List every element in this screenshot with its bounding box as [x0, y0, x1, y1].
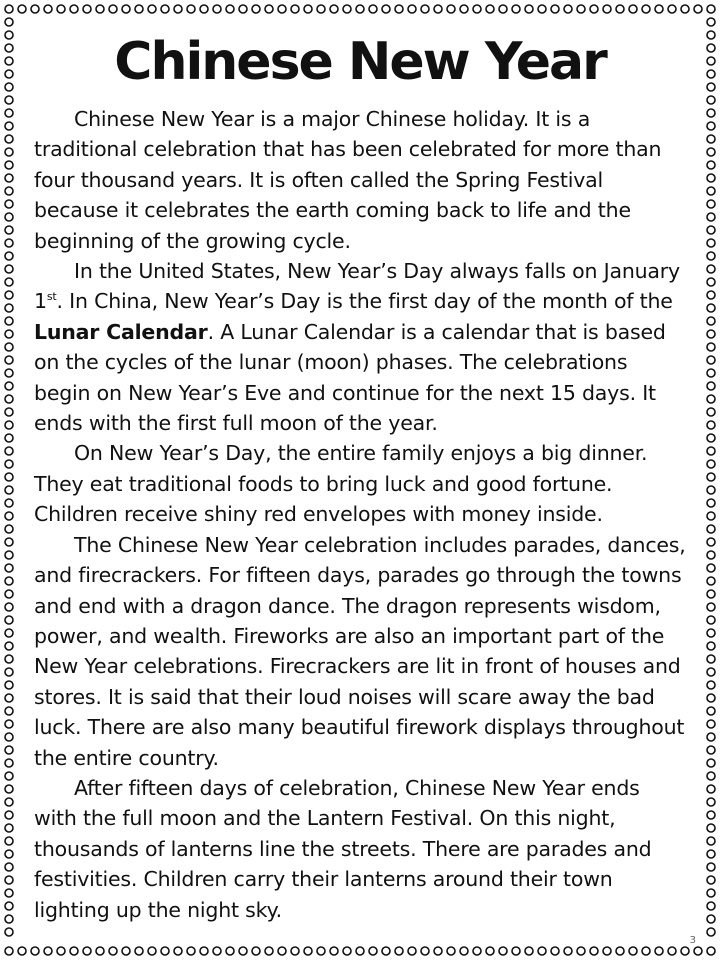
border-loop: [161, 5, 169, 13]
border-loop: [226, 947, 234, 955]
border-loop: [343, 947, 351, 955]
border-loop: [707, 148, 715, 156]
border-loop: [707, 759, 715, 767]
border-loop: [694, 5, 702, 13]
border-loop: [707, 343, 715, 351]
border-loop: [5, 525, 13, 533]
border-loop: [707, 889, 715, 897]
border-loop: [564, 5, 572, 13]
border-loop: [473, 5, 481, 13]
border-loop: [31, 947, 39, 955]
border-loop: [5, 239, 13, 247]
border-loop: [707, 421, 715, 429]
border-loop: [434, 5, 442, 13]
border-loop: [5, 473, 13, 481]
border-loop: [5, 356, 13, 364]
border-loop: [18, 947, 26, 955]
paragraph-text: . A Lunar Calendar is a calendar that is based on the cycles of the lunar (moon) phases. The celebrations begin on New Year’s Eve and continue for the next 15 days. It ends with the first full moon of the year.: [34, 319, 666, 436]
border-loop: [707, 512, 715, 520]
border-loop: [707, 681, 715, 689]
border-loop: [5, 928, 13, 936]
border-loop: [5, 5, 13, 13]
border-loop: [83, 947, 91, 955]
border-loop: [499, 5, 507, 13]
border-loop: [5, 369, 13, 377]
border-loop: [707, 369, 715, 377]
border-loop: [707, 902, 715, 910]
border-loop: [5, 265, 13, 273]
border-loop: [707, 746, 715, 754]
border-loop: [707, 18, 715, 26]
border-loop: [5, 681, 13, 689]
border-loop: [707, 707, 715, 715]
border-loop: [5, 200, 13, 208]
border-loop: [5, 772, 13, 780]
border-loop: [5, 837, 13, 845]
border-loop: [343, 5, 351, 13]
border-loop: [356, 947, 364, 955]
border-loop: [70, 947, 78, 955]
border-loop: [5, 512, 13, 520]
border-loop: [5, 408, 13, 416]
border-loop: [200, 947, 208, 955]
border-loop: [5, 421, 13, 429]
border-loop: [5, 330, 13, 338]
border-loop: [252, 947, 260, 955]
border-loop: [707, 460, 715, 468]
border-loop: [603, 947, 611, 955]
border-loop: [707, 408, 715, 416]
border-loop: [5, 44, 13, 52]
border-loop: [707, 265, 715, 273]
border-loop: [590, 947, 598, 955]
border-loop: [707, 135, 715, 143]
border-loop: [486, 5, 494, 13]
border-loop: [460, 5, 468, 13]
border-loop: [5, 304, 13, 312]
page-title: Chinese New Year: [114, 32, 606, 92]
border-loop: [239, 5, 247, 13]
border-loop: [707, 772, 715, 780]
border-loop: [382, 947, 390, 955]
border-loop: [369, 5, 377, 13]
border-loop: [707, 395, 715, 403]
border-loop: [31, 5, 39, 13]
border-loop: [356, 5, 364, 13]
border-loop: [5, 395, 13, 403]
border-loop: [707, 837, 715, 845]
border-loop: [707, 668, 715, 676]
border-loop: [5, 213, 13, 221]
document-page: [34, 22, 686, 934]
border-loop: [5, 811, 13, 819]
border-loop: [707, 564, 715, 572]
border-loop: [174, 5, 182, 13]
border-loop: [707, 213, 715, 221]
border-loop: [5, 551, 13, 559]
border-loop: [161, 947, 169, 955]
border-loop: [200, 5, 208, 13]
border-loop: [707, 577, 715, 585]
border-loop: [5, 486, 13, 494]
border-loop: [408, 5, 416, 13]
border-loop: [226, 5, 234, 13]
border-loop: [122, 947, 130, 955]
border-loop: [603, 5, 611, 13]
border-loop: [707, 57, 715, 65]
border-loop: [590, 5, 598, 13]
border-loop: [707, 252, 715, 260]
border-loop: [707, 330, 715, 338]
border-loop: [707, 655, 715, 663]
border-loop: [707, 590, 715, 598]
border-loop: [5, 148, 13, 156]
border-loop: [5, 57, 13, 65]
vocabulary-term: Lunar Calendar: [34, 319, 208, 344]
border-loop: [707, 616, 715, 624]
border-loop: [707, 694, 715, 702]
border-loop: [5, 174, 13, 182]
border-loop: [5, 343, 13, 351]
border-loop: [707, 447, 715, 455]
border-loop: [5, 824, 13, 832]
border-loop: [551, 947, 559, 955]
border-loop: [616, 947, 624, 955]
border-loop: [148, 947, 156, 955]
border-loop: [5, 460, 13, 468]
border-loop: [5, 733, 13, 741]
border-loop: [538, 947, 546, 955]
border-loop: [109, 5, 117, 13]
border-loop: [707, 863, 715, 871]
border-loop: [57, 5, 65, 13]
border-loop: [681, 5, 689, 13]
border-loop: [5, 278, 13, 286]
border-loop: [5, 889, 13, 897]
border-loop: [681, 947, 689, 955]
border-loop: [668, 5, 676, 13]
border-loop: [707, 798, 715, 806]
border-loop: [707, 174, 715, 182]
border-loop: [694, 947, 702, 955]
border-loop: [538, 5, 546, 13]
border-loop: [707, 278, 715, 286]
border-loop: [707, 850, 715, 858]
border-loop: [525, 947, 533, 955]
border-loop: [5, 109, 13, 117]
border-loop: [5, 616, 13, 624]
border-loop: [434, 947, 442, 955]
border-loop: [5, 629, 13, 637]
border-loop: [577, 947, 585, 955]
border-loop: [668, 947, 676, 955]
border-loop: [213, 947, 221, 955]
border-loop: [213, 5, 221, 13]
border-loop: [18, 5, 26, 13]
border-loop: [707, 785, 715, 793]
border-loop: [642, 947, 650, 955]
border-loop: [5, 18, 13, 26]
border-loop: [5, 122, 13, 130]
border-loop: [122, 5, 130, 13]
border-loop: [291, 5, 299, 13]
border-loop: [629, 947, 637, 955]
border-loop: [109, 947, 117, 955]
border-loop: [707, 317, 715, 325]
border-loop: [5, 538, 13, 546]
border-loop: [317, 5, 325, 13]
paragraph-parades: The Chinese New Year celebration includes parades, dances, and firecrackers. For fifteen days, parades go through the towns and end with a dragon dance. The dragon represents wisdom, power, and wealth. Fireworks are also an important part of the New Year celebrations. Firecrackers are lit in front of houses and stores. It is said that their loud noises will scare away the bad luck. There are also many beautiful firework displays throughout the entire country.: [34, 532, 686, 770]
border-loop: [707, 733, 715, 741]
border-loop: [707, 96, 715, 104]
border-loop: [291, 947, 299, 955]
border-loop: [369, 947, 377, 955]
border-loop: [5, 434, 13, 442]
border-loop: [44, 5, 52, 13]
border-loop: [265, 947, 273, 955]
border-loop: [707, 551, 715, 559]
border-loop: [707, 109, 715, 117]
border-loop: [707, 629, 715, 637]
border-loop: [135, 947, 143, 955]
border-loop: [5, 577, 13, 585]
border-loop: [486, 947, 494, 955]
border-loop: [707, 382, 715, 390]
border-loop: [395, 947, 403, 955]
border-loop: [655, 947, 663, 955]
border-loop: [174, 947, 182, 955]
border-loop: [551, 5, 559, 13]
border-loop: [5, 83, 13, 91]
border-loop: [70, 5, 78, 13]
border-loop: [5, 655, 13, 663]
border-loop: [5, 707, 13, 715]
border-loop: [5, 564, 13, 572]
border-loop: [187, 947, 195, 955]
border-loop: [447, 5, 455, 13]
border-loop: [473, 947, 481, 955]
paragraph-lantern-festival: After fifteen days of celebration, Chinese New Year ends with the full moon and the Lantern Festival. On this night, thousands of lanterns line the streets. There are parades and festivities. Children carry their lanterns around their town lighting up the night sky.: [34, 775, 652, 922]
border-loop: [512, 947, 520, 955]
border-loop: [655, 5, 663, 13]
border-loop: [707, 187, 715, 195]
border-loop: [707, 947, 715, 955]
paragraph-text: In the United States, New Year’s Day always falls on January 1: [34, 259, 680, 314]
border-loop: [707, 525, 715, 533]
border-loop: [499, 947, 507, 955]
border-loop: [187, 5, 195, 13]
border-loop: [707, 876, 715, 884]
border-loop: [5, 447, 13, 455]
border-loop: [707, 83, 715, 91]
border-loop: [707, 811, 715, 819]
border-loop: [96, 5, 104, 13]
border-loop: [5, 863, 13, 871]
border-loop: [629, 5, 637, 13]
border-loop: [44, 947, 52, 955]
border-loop: [5, 850, 13, 858]
border-loop: [382, 5, 390, 13]
border-loop: [421, 5, 429, 13]
paragraph-text: . In China, New Year’s Day is the first day of the month of the: [56, 289, 673, 314]
border-loop: [707, 603, 715, 611]
page-number: 3: [689, 935, 696, 946]
border-loop: [5, 291, 13, 299]
border-loop: [525, 5, 533, 13]
border-loop: [239, 947, 247, 955]
border-loop: [5, 746, 13, 754]
border-loop: [5, 785, 13, 793]
border-loop: [5, 603, 13, 611]
border-loop: [5, 499, 13, 507]
border-loop: [395, 5, 403, 13]
border-loop: [707, 291, 715, 299]
border-loop: [707, 161, 715, 169]
border-loop: [707, 915, 715, 923]
border-loop: [577, 5, 585, 13]
border-loop: [707, 226, 715, 234]
border-loop: [57, 947, 65, 955]
border-loop: [5, 947, 13, 955]
border-loop: [707, 5, 715, 13]
border-loop: [5, 720, 13, 728]
border-loop: [5, 902, 13, 910]
border-loop: [317, 947, 325, 955]
border-loop: [304, 947, 312, 955]
border-loop: [5, 876, 13, 884]
border-loop: [5, 252, 13, 260]
border-loop: [148, 5, 156, 13]
border-loop: [707, 538, 715, 546]
border-loop: [707, 200, 715, 208]
border-loop: [616, 5, 624, 13]
border-loop: [5, 135, 13, 143]
border-loop: [707, 304, 715, 312]
border-loop: [707, 473, 715, 481]
ordinal-suffix: st: [46, 290, 57, 304]
border-loop: [5, 70, 13, 78]
border-loop: [512, 5, 520, 13]
border-loop: [5, 187, 13, 195]
border-loop: [5, 759, 13, 767]
border-loop: [5, 668, 13, 676]
border-loop: [707, 356, 715, 364]
border-loop: [5, 915, 13, 923]
border-loop: [707, 44, 715, 52]
border-loop: [460, 947, 468, 955]
border-loop: [278, 5, 286, 13]
border-loop: [5, 161, 13, 169]
border-loop: [96, 947, 104, 955]
border-loop: [5, 382, 13, 390]
border-loop: [135, 5, 143, 13]
border-loop: [707, 122, 715, 130]
border-loop: [642, 5, 650, 13]
paragraph-lunar-calendar: [34, 256, 686, 438]
paragraph-intro: Chinese New Year is a major Chinese holiday. It is a traditional celebration that has been celebrated for more than four thousand years. It is often called the Spring Festival because it celebrates the earth coming back to life and the beginning of the growing cycle.: [34, 107, 662, 253]
border-loop: [5, 642, 13, 650]
border-loop: [408, 947, 416, 955]
border-loop: [564, 947, 572, 955]
border-loop: [707, 720, 715, 728]
border-loop: [707, 239, 715, 247]
border-loop: [707, 824, 715, 832]
border-loop: [707, 486, 715, 494]
border-loop: [707, 31, 715, 39]
paragraph-family-dinner: On New Year’s Day, the entire family enjoys a big dinner. They eat traditional foods to bring luck and good fortune. Children receive shiny red envelopes with money inside.: [34, 441, 648, 527]
article-body: [34, 104, 686, 925]
border-loop: [83, 5, 91, 13]
border-loop: [330, 947, 338, 955]
border-loop: [252, 5, 260, 13]
border-loop: [5, 590, 13, 598]
border-loop: [707, 642, 715, 650]
border-loop: [304, 5, 312, 13]
border-loop: [707, 70, 715, 78]
border-loop: [265, 5, 273, 13]
border-loop: [5, 798, 13, 806]
border-loop: [421, 947, 429, 955]
border-loop: [330, 5, 338, 13]
border-loop: [278, 947, 286, 955]
border-loop: [5, 317, 13, 325]
border-loop: [5, 694, 13, 702]
border-loop: [707, 499, 715, 507]
border-loop: [5, 31, 13, 39]
border-loop: [5, 96, 13, 104]
border-loop: [447, 947, 455, 955]
border-loop: [707, 434, 715, 442]
border-loop: [707, 928, 715, 936]
border-loop: [5, 226, 13, 234]
